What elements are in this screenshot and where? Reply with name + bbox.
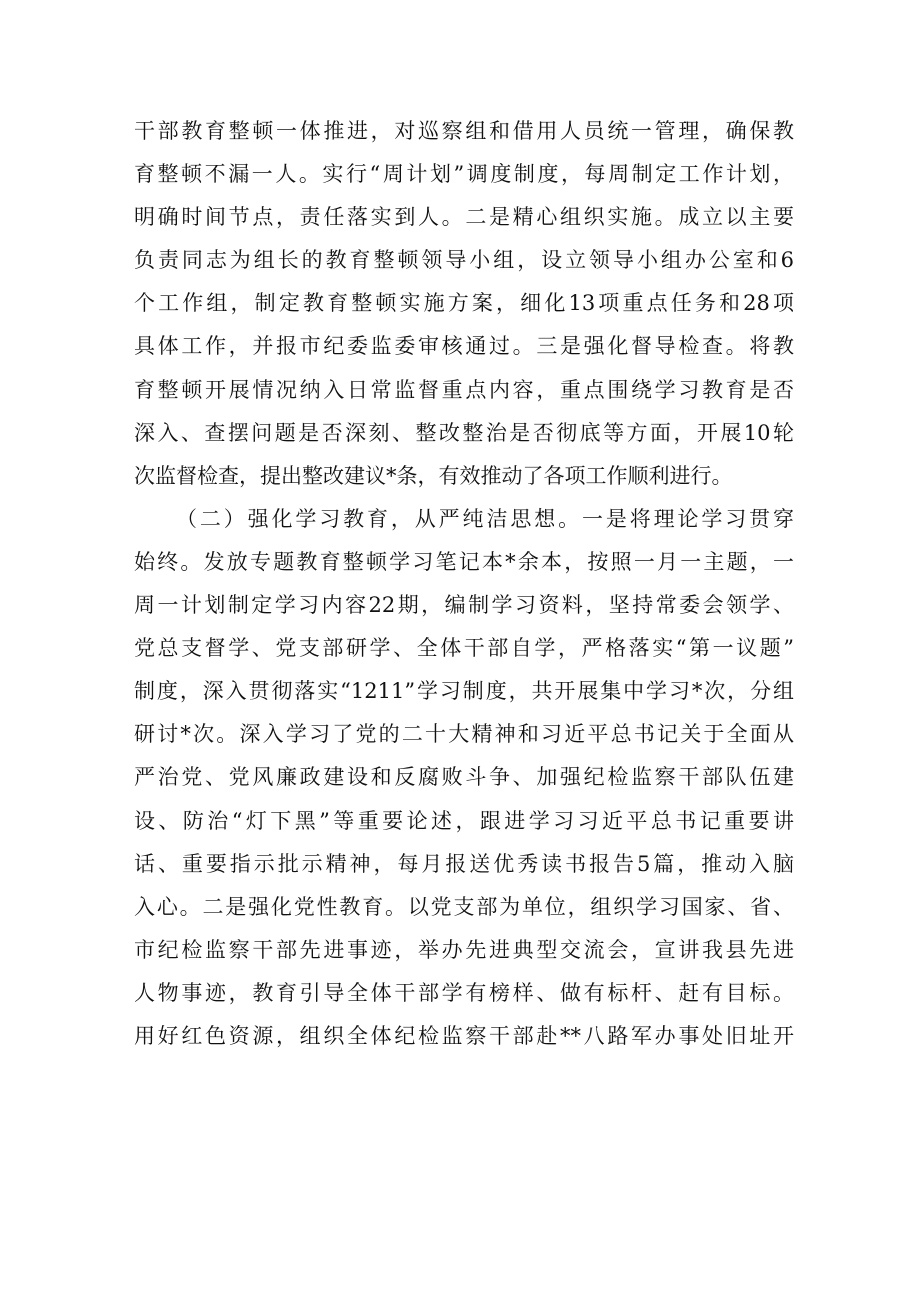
text-line: 研讨*次。深入学习了党的二十大精神和习近平总书记关于全面从 [134,722,794,747]
text-line: 育整顿开展情况纳入日常监督重点内容，重点围绕学习教育是否 [134,377,794,402]
text-line: 次监督检查，提出整改建议*条，有效推动了各项工作顺利进行。 [134,463,733,488]
text-line: 个工作组，制定教育整顿实施方案，细化13项重点任务和28项 [134,291,794,316]
text-line: 制度，深入贯彻落实“1211”学习制度，共开展集中学习*次，分组 [134,679,794,704]
text-line: 负责同志为组长的教育整顿领导小组，设立领导小组办公室和6 [134,248,794,273]
text-line: 具体工作，并报市纪委监委审核通过。三是强化督导检查。将教 [134,334,794,359]
text-line: 严治党、党风廉政建设和反腐败斗争、加强纪检监察干部队伍建 [134,765,794,790]
text-line: 市纪检监察干部先进事迹，举办先进典型交流会，宣讲我县先进 [134,937,794,962]
text-line: 育整顿不漏一人。实行“周计划”调度制度，每周制定工作计划， [134,162,794,187]
text-line: 深入、查摆问题是否深刻、整改整治是否彻底等方面，开展10轮 [134,420,794,445]
body-text [134,110,794,1058]
text-line: 用好红色资源，组织全体纪检监察干部赴**八路军办事处旧址开 [134,1023,794,1048]
section-heading-line: （二）强化学习教育，从严纯洁思想。一是将理论学习贯穿 [176,506,794,531]
text-line: 周一计划制定学习内容22期，编制学习资料，坚持常委会领学、 [134,593,794,618]
text-line: 明确时间节点，责任落实到人。二是精心组织实施。成立以主要 [134,205,794,230]
text-line: 党总支督学、党支部研学、全体干部自学，严格落实“第一议题” [134,636,794,661]
text-line: 始终。发放专题教育整顿学习笔记本*余本，按照一月一主题，一 [134,549,794,574]
text-line: 干部教育整顿一体推进，对巡察组和借用人员统一管理，确保教 [134,119,794,143]
text-line: 设、防治“灯下黑”等重要论述，跟进学习习近平总书记重要讲 [134,808,794,833]
text-line: 话、重要指示批示精神，每月报送优秀读书报告5篇，推动入脑 [134,851,794,876]
text-line: 入心。二是强化党性教育。以党支部为单位，组织学习国家、省、 [134,894,794,919]
text-line: 人物事迹，教育引导全体干部学有榜样、做有标杆、赶有目标。 [134,980,794,1005]
